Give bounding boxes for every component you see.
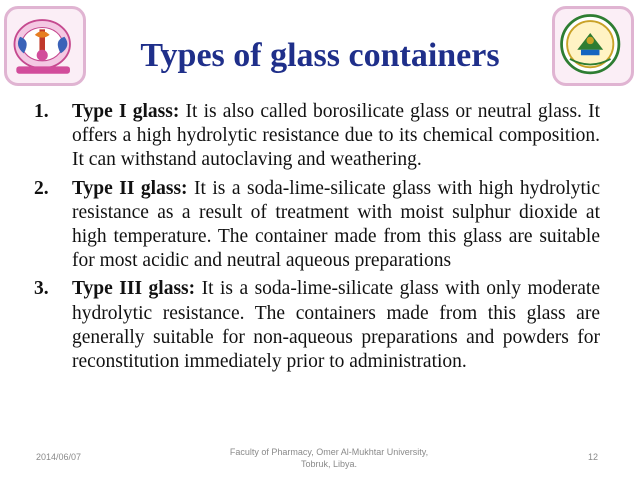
glass-types-list [34, 100, 600, 378]
pharmacy-emblem-graphic [7, 9, 83, 83]
footer-institution-line1: Faculty of Pharmacy, Omer Al-Mukhtar University, [229, 447, 429, 457]
footer-institution [204, 446, 454, 470]
list-term: Type II glass: [72, 177, 188, 199]
list-term: Type III glass: [72, 278, 196, 300]
list-term: Type I glass: [72, 101, 180, 122]
page-number: 12 [588, 452, 599, 462]
footer-institution-line2: Tobruk, Libya. [300, 459, 358, 469]
footer-date: 2014/06/07 [36, 452, 82, 462]
university-seal-graphic [555, 9, 631, 83]
list-description: It is a soda-lime-silicate glass with high hydrolytic resistance as a result of treatment with moist sulphur dioxide at high temperature. The container made from this glass are suitable for most acidic and neutral aqueous preparations [72, 177, 600, 272]
list-number: 3. [34, 278, 49, 300]
list-item-type-ii [34, 177, 600, 274]
list-number: 2. [34, 177, 49, 199]
list-description: It is a soda-lime-silicate glass with only moderate hydrolytic resistance. The containers made from this glass are generally suitable for non-aqueous preparations and powders for reconstitution immediately prior to administration. [72, 278, 600, 373]
list-item-type-i [34, 100, 600, 173]
list-number: 1. [34, 101, 49, 122]
list-item-type-iii [34, 277, 600, 374]
list-description: It is also called borosilicate glass or neutral glass. It offers a high hydrolytic resistance due to its chemical composition. It can withstand autoclaving and weathering. [72, 101, 600, 171]
university-seal-icon [552, 6, 634, 86]
slide-title: Types of glass containers [140, 37, 500, 74]
pharmacy-faculty-emblem-icon [4, 6, 86, 86]
